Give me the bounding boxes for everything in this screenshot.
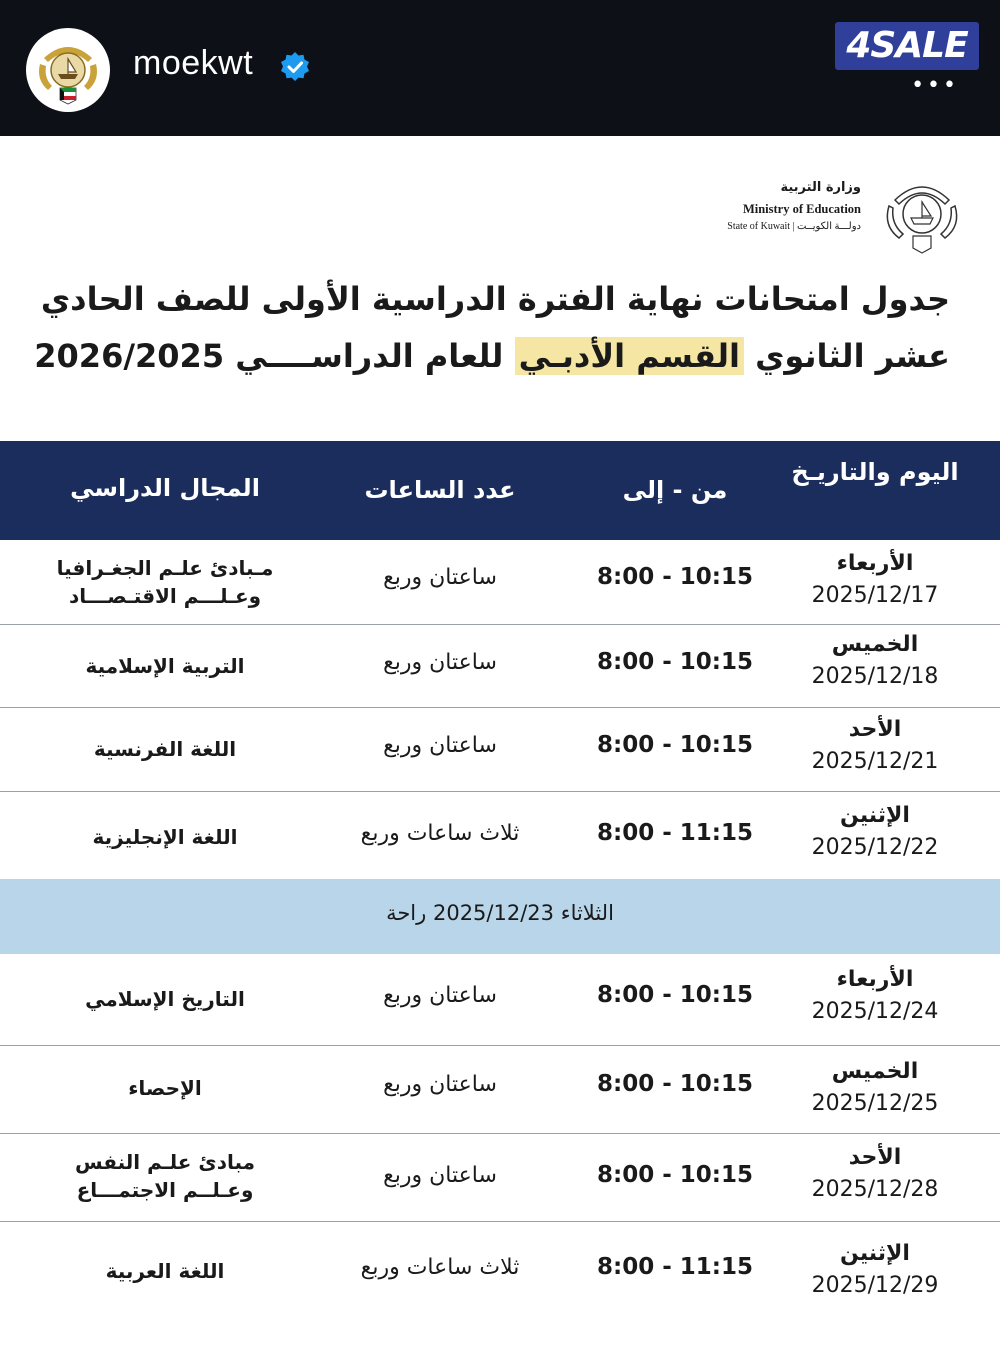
- row-day: الإثنين: [840, 803, 910, 828]
- row-date: 2025/12/21: [811, 749, 939, 774]
- table-row: [0, 1046, 1000, 1134]
- rest-day-label: الثلاثاء 2025/12/23 راحة: [386, 901, 614, 925]
- row-time: 8:00 - 11:15: [597, 1254, 753, 1280]
- row-date: 2025/12/28: [811, 1177, 939, 1202]
- profile-avatar[interactable]: [26, 28, 110, 112]
- verified-badge-icon: [279, 51, 311, 83]
- header-subject: المجال الدراسي: [70, 474, 260, 502]
- schedule-title-line1: جدول امتحانات نهاية الفترة الدراسية الأولى للصف الحادي: [40, 280, 950, 318]
- row-date: 2025/12/22: [811, 835, 939, 860]
- kuwait-emblem-icon: [26, 28, 110, 112]
- row-date: 2025/12/17: [811, 583, 939, 608]
- more-options-icon[interactable]: •••: [911, 73, 959, 98]
- row-day-cell: [790, 964, 960, 1028]
- row-date: 2025/12/24: [811, 999, 939, 1024]
- brand-logo-text: 4SALE: [846, 25, 968, 66]
- row-hours: ساعتان وربع: [383, 733, 497, 758]
- table-row: [0, 792, 1000, 879]
- row-subject: التربية الإسلامية: [85, 654, 245, 678]
- profile-username[interactable]: moekwt: [133, 44, 254, 82]
- row-time: 8:00 - 10:15: [597, 982, 753, 1008]
- table-row: [0, 540, 1000, 625]
- row-time: 8:00 - 10:15: [597, 732, 753, 758]
- table-header-row: [0, 441, 1000, 540]
- row-day: الأربعاء: [836, 967, 914, 992]
- ministry-name-english: Ministry of Education: [742, 202, 861, 216]
- row-subject: اللغة الإنجليزية: [92, 825, 238, 849]
- table-row: [0, 954, 1000, 1046]
- table-row: [0, 625, 1000, 708]
- brand-logo: [835, 22, 979, 98]
- row-subject: اللغة العربية: [105, 1259, 225, 1283]
- schedule-title-line2: [30, 337, 950, 375]
- table-row: [0, 1134, 1000, 1222]
- row-subject: مـبادئ علـم الجغـرافيا وعـلـــم الاقتـصـــاد: [56, 556, 274, 608]
- row-date: 2025/12/29: [811, 1273, 939, 1298]
- title-part-b: للعام الدراســــي 2026/2025: [34, 337, 515, 375]
- row-day: الأربعاء: [836, 551, 914, 576]
- row-day: الأحد: [848, 717, 902, 742]
- row-hours: ساعتان وربع: [383, 1072, 497, 1097]
- header-time-range: من - إلى: [622, 476, 728, 504]
- row-day-cell: [790, 1142, 960, 1206]
- row-hours: ساعتان وربع: [383, 565, 497, 590]
- row-hours: ساعتان وربع: [383, 1163, 497, 1188]
- row-hours: ساعتان وربع: [383, 983, 497, 1008]
- row-day-cell: [790, 800, 960, 864]
- row-subject: اللغة الفرنسية: [93, 737, 237, 761]
- row-date: 2025/12/18: [811, 664, 939, 689]
- row-hours: ثلاث ساعات وربع: [360, 821, 520, 846]
- profile-header-bar: [0, 0, 1000, 136]
- title-highlight: القسم الأدبـي: [515, 337, 744, 375]
- row-day-cell: [790, 629, 960, 693]
- ministry-name-arabic: وزارة التربية: [780, 180, 861, 195]
- table-row: [0, 1222, 1000, 1318]
- header-hours: عدد الساعات: [364, 476, 516, 504]
- rest-day-row: [0, 879, 1000, 954]
- row-time: 8:00 - 10:15: [597, 564, 753, 590]
- row-time: 8:00 - 10:15: [597, 1162, 753, 1188]
- row-subject: مبادئ علـم النفس وعـلــم الاجتمـــاع: [74, 1150, 256, 1202]
- row-day: الأحد: [848, 1145, 902, 1170]
- row-date: 2025/12/25: [811, 1091, 939, 1116]
- row-subject: الإحصاء: [128, 1076, 202, 1100]
- row-day: الخميس: [831, 632, 919, 657]
- row-time: 8:00 - 11:15: [597, 820, 753, 846]
- row-time: 8:00 - 10:15: [597, 1071, 753, 1097]
- row-subject: التاريخ الإسلامي: [85, 987, 245, 1011]
- ministry-state-label: State of Kuwait | دولـــة الكويــت: [727, 221, 861, 232]
- header-day-date: اليوم والتاريـخ: [791, 458, 959, 486]
- table-row: [0, 708, 1000, 792]
- row-day-cell: [790, 714, 960, 778]
- row-day: الخميس: [831, 1059, 919, 1084]
- ministry-emblem-icon: [875, 168, 969, 262]
- row-day: الإثنين: [840, 1241, 910, 1266]
- row-hours: ثلاث ساعات وربع: [360, 1255, 520, 1280]
- row-day-cell: [790, 1238, 960, 1302]
- title-part-a: عشر الثانوي: [743, 337, 950, 375]
- row-day-cell: [790, 1056, 960, 1120]
- row-day-cell: [790, 548, 960, 612]
- row-hours: ساعتان وربع: [383, 650, 497, 675]
- row-time: 8:00 - 10:15: [597, 649, 753, 675]
